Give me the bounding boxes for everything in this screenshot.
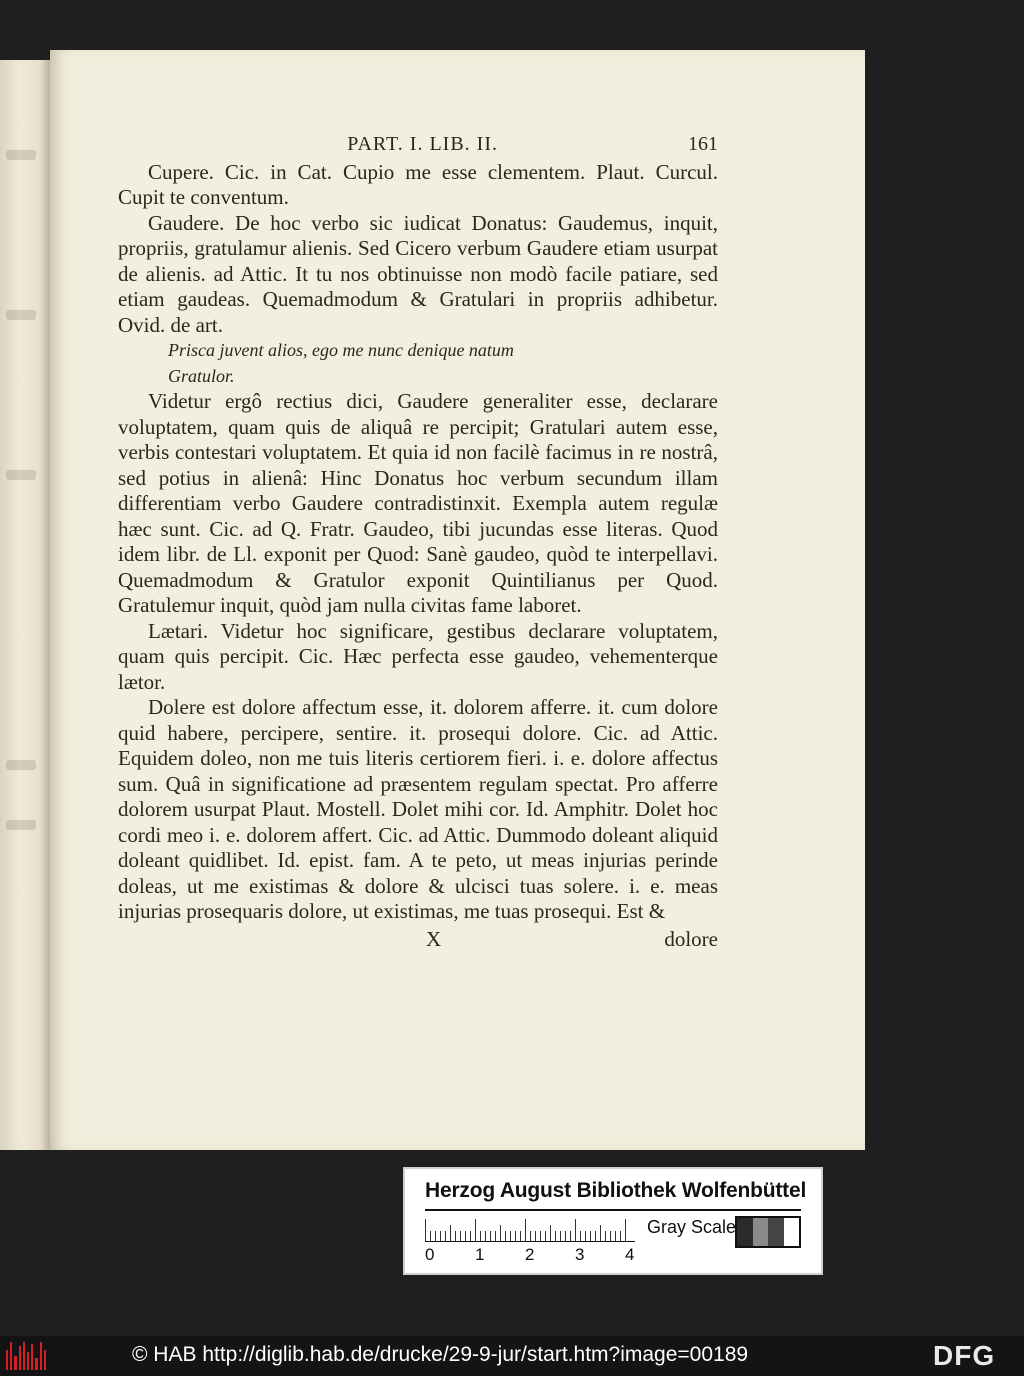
- ruler-tick: [475, 1219, 476, 1241]
- logo-bar: [19, 1346, 21, 1370]
- ruler-tick: [575, 1219, 576, 1241]
- ruler-tick: [455, 1231, 456, 1241]
- hab-logo-icon: [6, 1342, 46, 1370]
- dfg-logo: DFG: [933, 1340, 996, 1371]
- running-head: PART. I. LIB. II.: [347, 133, 498, 155]
- ruler-tick: [565, 1231, 566, 1241]
- ruler-tick: [570, 1231, 571, 1241]
- ruler-label: 0: [425, 1245, 435, 1264]
- ruler-tick: [590, 1231, 591, 1241]
- ruler-tick: [555, 1231, 556, 1241]
- logo-bar: [40, 1342, 42, 1370]
- copyright-link[interactable]: © HAB http://diglib.hab.de/drucke/29-9-jur/start.htm?image=00189: [132, 1343, 749, 1366]
- logo-bar: [27, 1352, 29, 1370]
- signature-mark: X: [426, 926, 442, 951]
- ruler-tick: [585, 1231, 586, 1241]
- gray-swatch: [784, 1218, 800, 1246]
- ruler-tick: [580, 1231, 581, 1241]
- logo-bar: [44, 1350, 46, 1370]
- ruler-tick: [450, 1225, 451, 1241]
- ruler-tick: [435, 1231, 436, 1241]
- library-name: Herzog August Bibliothek Wolfenbüttel: [425, 1179, 807, 1202]
- divider: [425, 1209, 801, 1211]
- logo-bar: [6, 1350, 8, 1370]
- gray-scale-label: Gray Scale: [647, 1217, 737, 1237]
- ruler-tick: [505, 1231, 506, 1241]
- ruler-label: 4: [625, 1245, 635, 1264]
- ruler-tick: [465, 1231, 466, 1241]
- ruler-tick: [600, 1225, 601, 1241]
- ghost-text-mark: [6, 820, 36, 830]
- ruler-tick: [425, 1219, 426, 1241]
- ghost-text-mark: [6, 470, 36, 480]
- gray-scale-swatches: [735, 1216, 801, 1248]
- ruler-tick: [515, 1231, 516, 1241]
- ruler-tick: [440, 1231, 441, 1241]
- ruler-tick: [495, 1231, 496, 1241]
- ruler-tick: [490, 1231, 491, 1241]
- paragraph-videtur: Videtur ergô rectius dici, Gaudere generaliter esse, declarare voluptatem, quam quis de aliquâ re percipit; Gratulari autem esse, verbis contestari voluptatem. Et quia id non facilè facimus in re nostrâ, sed potius in alienâ: Hinc Donatus hoc verbum secundum illam differentiam verbo Gaudere contradistinxit. Exempla autem regulæ hæc sunt. Cic. ad Q. Fratr. Gaudeo, tibi jucundas esse literas. Quod idem libr. de Ll. exponit per Quod: Sanè gaudeo, quòd te interpellavi. Quemadmodum & Gratulor exponit Quintilianus per Quod. Gratulemur inquit, quòd jam nulla civitas fame laboret.: [118, 389, 718, 617]
- ruler-label: 3: [575, 1245, 585, 1264]
- ruler-tick: [520, 1231, 521, 1241]
- paragraph-laetari: Lætari. Videtur hoc significare, gestibus declarare voluptatem, quam quis percipit. Cic. Hæc perfecta esse gaudeo, vehementerque lætor.: [118, 618, 718, 694]
- cm-ruler: [425, 1217, 635, 1242]
- ghost-text-mark: [6, 310, 36, 320]
- ruler-tick: [620, 1231, 621, 1241]
- ruler-tick: [625, 1219, 626, 1241]
- page-number: 161: [688, 133, 718, 155]
- ruler-tick: [610, 1231, 611, 1241]
- logo-bar: [14, 1356, 16, 1370]
- logo-bar: [31, 1344, 33, 1370]
- ruler-tick: [560, 1231, 561, 1241]
- gray-swatch: [737, 1218, 753, 1246]
- book-page: [50, 50, 865, 1150]
- paragraph-gaudere: Gaudere. De hoc verbo sic iudicat Donatus: Gaudemus, inquit, propriis, gratulamur alienis. Sed Cicero verbum Gaudere etiam usurpat de alienis. ad Attic. It tu nos obtinuisse non modò facile patiare, sed etiam gaudeas. Quemadmodum & Gratulari in propriis adhibetur. Ovid. de art.: [118, 210, 718, 337]
- ruler-label: 1: [475, 1245, 485, 1264]
- ruler-tick: [510, 1231, 511, 1241]
- logo-bar: [10, 1342, 12, 1370]
- page-foot: [118, 927, 718, 953]
- logo-bar: [23, 1342, 25, 1370]
- ruler-tick: [615, 1231, 616, 1241]
- gray-swatch: [768, 1218, 784, 1246]
- page-text-block: [118, 132, 718, 952]
- paragraph-dolere: Dolere est dolore affectum esse, it. dolorem afferre. it. cum dolore quid habere, percipere, sentire. it. prosequi dolore. Cic. ad Attic. Equidem doleo, non me tuis literis certiorem fieri. i. e. dolore affectus sum. Quâ in significatione ad præsentem regulam spectat. Pro afferre dolorem usurpat Plaut. Mostell. Dolet mihi cor. Id. Amphitr. Dolet hoc cordi meo i. e. dolorem affert. Cic. ad Attic. Dummodo doleant aliquid doleant quidlibet. Id. epist. fam. A te peto, ut meas injurias perinde doleas, ut me existimas & dolore & ulcisci tuas solere. i. e. meas injurias prosequaris dolore, ut existimas, me tuas prosequi. Est &: [118, 695, 718, 923]
- ruler-tick: [535, 1231, 536, 1241]
- ruler-tick: [595, 1231, 596, 1241]
- color-calibration-bar: [403, 1167, 823, 1275]
- ruler-tick: [525, 1219, 526, 1241]
- ruler-tick: [485, 1231, 486, 1241]
- verse-line-2: Gratulor.: [168, 365, 235, 386]
- ruler-tick: [445, 1231, 446, 1241]
- page-header: [118, 132, 718, 158]
- ruler-tick: [530, 1231, 531, 1241]
- ruler-tick: [550, 1225, 551, 1241]
- footer-bar: [0, 1336, 1024, 1376]
- ruler-tick: [430, 1231, 431, 1241]
- ghost-text-mark: [6, 150, 36, 160]
- verse-line-1: Prisca juvent alios, ego me nunc denique natum: [168, 340, 514, 360]
- ruler-tick: [480, 1231, 481, 1241]
- catchword: dolore: [664, 926, 718, 951]
- ruler-tick: [500, 1225, 501, 1241]
- paragraph-cupere: Cupere. Cic. in Cat. Cupio me esse clementem. Plaut. Curcul. Cupit te conventum.: [118, 159, 718, 209]
- logo-bar: [35, 1358, 37, 1370]
- gray-swatch: [753, 1218, 769, 1246]
- ruler-tick: [470, 1231, 471, 1241]
- ghost-text-mark: [6, 760, 36, 770]
- ruler-label: 2: [525, 1245, 535, 1264]
- ruler-tick: [460, 1231, 461, 1241]
- ruler-tick: [540, 1231, 541, 1241]
- ruler-tick: [545, 1231, 546, 1241]
- facing-page-edge: [0, 60, 52, 1150]
- ruler-tick: [605, 1231, 606, 1241]
